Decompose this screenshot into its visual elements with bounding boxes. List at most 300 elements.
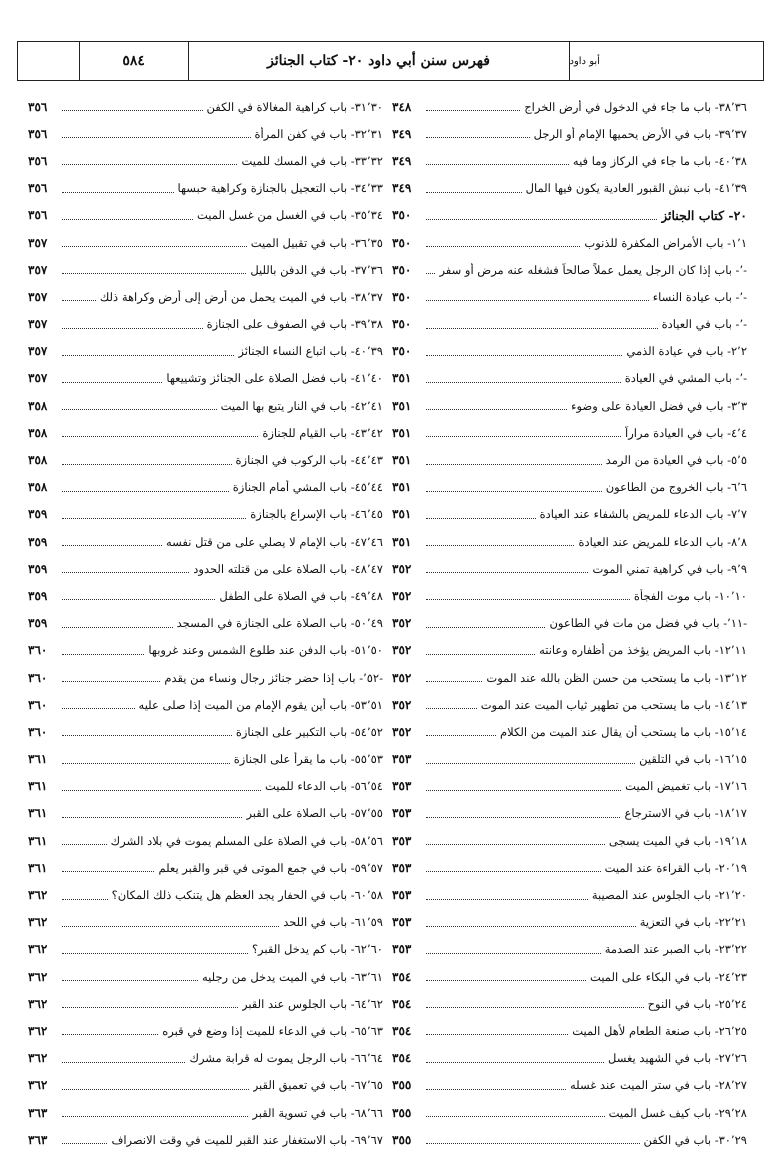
entry-page-number: ٣٤٨ (392, 99, 412, 114)
entry-page-number: ٣٥٧ (28, 317, 48, 332)
entry-title: ٥٨٬٥٦- باب في الصلاة على المسلم يموت في بلاد الشرك (110, 833, 383, 848)
index-entry (392, 365, 747, 392)
entry-title: ٥٤٬٥٢- باب التكبير على الجنازة (235, 724, 383, 739)
entry-title: ٤٢٬٤١- باب في النار يتبع بها الميت (220, 398, 383, 413)
entry-page-number: ٣٥٢ (392, 724, 412, 739)
index-entry (392, 773, 747, 800)
index-entry (392, 474, 747, 501)
index-entry (28, 800, 383, 827)
index-entry (28, 283, 383, 310)
dot-leader (62, 545, 162, 546)
entry-page-number: ٣٦١ (28, 752, 48, 767)
dot-leader (426, 273, 435, 274)
entry-page-number: ٣٥٧ (28, 262, 48, 277)
entry-title: -٬- باب إذا كان الرجل يعمل عملاً صالحاً فشغله عنه مرض أو سفر (439, 262, 747, 277)
index-entry (392, 1126, 747, 1153)
entry-title: ١٣٬١٢- باب ما يستحب من حسن الظن بالله عند الموت (486, 670, 747, 685)
dot-leader (62, 599, 215, 600)
dot-leader (426, 1143, 640, 1144)
index-entry (392, 555, 747, 582)
index-entry (28, 555, 383, 582)
entry-page-number: ٣٥٢ (392, 670, 412, 685)
entry-title: ٣٨٬٣٦- باب ما جاء في الدخول في أرض الخراج (524, 99, 747, 114)
entry-page-number: ٣٦٢ (28, 915, 48, 930)
index-entry (28, 446, 383, 473)
entry-page-number: ٣٥٩ (28, 534, 48, 549)
index-entry (28, 637, 383, 664)
dot-leader (426, 735, 496, 736)
entry-title: ٣٧٬٣٦- باب في الدفن بالليل (250, 262, 383, 277)
index-entry (392, 746, 747, 773)
entry-page-number: ٣٥٣ (392, 806, 412, 821)
dot-leader (62, 871, 154, 872)
index-entry (28, 474, 383, 501)
entry-page-number: ٣٥١ (392, 534, 412, 549)
dot-leader (62, 735, 232, 736)
dot-leader (426, 518, 536, 519)
dot-leader (62, 491, 229, 492)
entry-title: ٥٩٬٥٧- باب في جمع الموتى في قبر والقبر يعلم (158, 860, 383, 875)
dot-leader (426, 844, 605, 845)
entry-title: ١٨٬١٧- باب في الاسترجاع (624, 806, 747, 821)
dot-leader (426, 491, 602, 492)
entry-title: ٢٦٬٢٥- باب صنعة الطعام لأهل الميت (572, 1023, 747, 1038)
entry-title: ٦٧٬٦٥- باب في تعميق القبر (252, 1078, 383, 1093)
entry-title: ٣٥٬٣٤- باب في الغسل من غسل الميت (196, 208, 383, 223)
dot-leader (426, 219, 657, 220)
entry-page-number: ٣٥٧ (28, 235, 48, 250)
dot-leader (62, 572, 189, 573)
entry-title: ٦٦٬٦٤- باب الرجل يموت له قرابة مشرك (189, 1051, 383, 1066)
running-title: فهرس سنن أبي داود ٢٠- كتاب الجنائز (189, 42, 570, 80)
entry-title: ٤٬٤- باب في العيادة مراراً (625, 425, 747, 440)
dot-leader (426, 654, 535, 655)
entry-title: ١٥٬١٤- باب ما يستحب أن يقال عند الميت من الكلام (500, 724, 747, 739)
entry-page-number: ٣٥٩ (28, 561, 48, 576)
entry-title: ٦٩٬٦٧- باب الاستغفار عند القبر للميت في وقت الانصراف (111, 1132, 383, 1147)
entry-title: ٢٥٬٢٤- باب في النوح (647, 996, 747, 1011)
dot-leader (62, 273, 246, 274)
entry-title: ٢٢٬٢١- باب في التعزية (639, 915, 747, 930)
entry-title: ١٢٬١١- باب المريض يؤخذ من أظفاره وعانته (539, 643, 747, 658)
index-entry (392, 582, 747, 609)
dot-leader (426, 871, 601, 872)
entry-title: ٤٠٬٣٨- باب ما جاء في الركاز وما فيه (572, 153, 747, 168)
index-entry (28, 909, 383, 936)
dot-leader (426, 953, 601, 954)
page-number: ٥٨٤ (80, 42, 189, 80)
entry-page-number: ٣٥٣ (392, 833, 412, 848)
entry-title: ٦١٬٥٩- باب في اللحد (283, 915, 383, 930)
dot-leader (426, 763, 635, 764)
dot-leader (62, 219, 193, 220)
entry-title: ٦٬٦- باب الخروج من الطاعون (605, 480, 747, 495)
index-entry (28, 990, 383, 1017)
entry-title: ٤٧٬٤٦- باب الإمام لا يصلي على من قتل نفسه (166, 534, 383, 549)
entry-title: ٢٠- كتاب الجنائز (661, 207, 747, 223)
index-entry (28, 256, 383, 283)
dot-leader (426, 192, 522, 193)
index-entry (28, 229, 383, 256)
entry-page-number: ٣٥٢ (392, 561, 412, 576)
index-entry (28, 1126, 383, 1153)
index-entry (28, 691, 383, 718)
entry-title: ٣٦٬٣٥- باب في تقبيل الميت (250, 235, 383, 250)
entry-page-number: ٣٥٤ (392, 1023, 412, 1038)
dot-leader (426, 300, 649, 301)
index-entry (28, 311, 383, 338)
entry-page-number: ٣٥٣ (392, 942, 412, 957)
dot-leader (426, 1034, 568, 1035)
entry-page-number: ٣٦١ (28, 833, 48, 848)
entry-title: ٣٩٬٣٨- باب في الصفوف على الجنازة (206, 317, 383, 332)
entry-title: ٦٣٬٦١- باب في الميت يدخل من رجليه (202, 969, 383, 984)
dot-leader (426, 382, 621, 383)
index-entry (392, 229, 747, 256)
index-entry (392, 610, 747, 637)
entry-page-number: ٣٥٣ (392, 779, 412, 794)
dot-leader (426, 355, 622, 356)
index-entry (28, 664, 383, 691)
entry-title: ٢٬٢- باب في عيادة الذمي (626, 344, 747, 359)
entry-title: ٢٣٬٢٢- باب الصبر عند الصدمة (604, 942, 747, 957)
index-entry (392, 664, 747, 691)
entry-title: ١٦٬١٥- باب في التلقين (639, 752, 747, 767)
entry-title: ٤١٬٤٠- باب فضل الصلاة على الجنائز وتشييعها (166, 371, 383, 386)
index-entry (28, 202, 383, 229)
entry-title: ٦٠٬٥٨- باب في الحفار يجد العظم هل يتنكب ذلك المكان؟ (111, 888, 383, 903)
index-entry (28, 1099, 383, 1126)
dot-leader (426, 110, 520, 111)
entry-page-number: ٣٥٩ (28, 616, 48, 631)
entry-page-number: ٣٦٣ (28, 1105, 48, 1120)
entry-page-number: ٣٥٥ (392, 1078, 412, 1093)
index-entry (392, 283, 747, 310)
dot-leader (426, 137, 530, 138)
dot-leader (426, 464, 602, 465)
dot-leader (62, 654, 144, 655)
header-empty-cell (18, 42, 80, 80)
dot-leader (62, 1116, 248, 1117)
index-entry (392, 93, 747, 120)
dot-leader (426, 1116, 605, 1117)
entry-page-number: ٣٥٣ (392, 860, 412, 875)
index-entry (392, 827, 747, 854)
index-entry (392, 202, 747, 229)
entry-page-number: ٣٦٢ (28, 1051, 48, 1066)
entry-title: ٥٣٬٥١- باب أين يقوم الإمام من الميت إذا صلى عليه (138, 697, 383, 712)
entry-title: -٬٥٢- باب إذا حضر جنائز رجال ونساء من يقدم (164, 670, 383, 685)
entry-title: ١٧٬١٦- باب تغميض الميت (625, 779, 747, 794)
entry-title: ٦٥٬٦٣- باب في الدعاء للميت إذا وضع في قبره (162, 1023, 383, 1038)
index-entry (392, 936, 747, 963)
dot-leader (426, 246, 580, 247)
entry-page-number: ٣٥٤ (392, 1051, 412, 1066)
dot-leader (426, 790, 621, 791)
entry-page-number: ٣٦٣ (28, 1132, 48, 1147)
entry-title: ٤٠٬٣٩- باب اتباع النساء الجنائز (238, 344, 383, 359)
entry-page-number: ٣٤٩ (392, 181, 412, 196)
dot-leader (62, 110, 203, 111)
index-entry (28, 147, 383, 174)
entry-page-number: ٣٦١ (28, 806, 48, 821)
index-entry (28, 175, 383, 202)
dot-leader (426, 1062, 604, 1063)
index-entry (392, 311, 747, 338)
index-entry (392, 1099, 747, 1126)
index-entry (392, 637, 747, 664)
dot-leader (62, 409, 217, 410)
entry-title: ٥١٬٥٠- باب الدفن عند طلوع الشمس وعند غروبها (148, 643, 383, 658)
index-entry (28, 419, 383, 446)
index-entry (28, 773, 383, 800)
dot-leader (426, 817, 620, 818)
index-entry (28, 746, 383, 773)
entry-page-number: ٣٥١ (392, 480, 412, 495)
index-entry (28, 120, 383, 147)
entry-page-number: ٣٥٦ (28, 208, 48, 223)
index-entry (28, 582, 383, 609)
entry-page-number: ٣٦٢ (28, 996, 48, 1011)
dot-leader (62, 953, 248, 954)
entry-page-number: ٣٥٠ (392, 262, 412, 277)
index-entry (28, 936, 383, 963)
dot-leader (426, 926, 636, 927)
index-entry (392, 501, 747, 528)
index-entry (392, 1072, 747, 1099)
index-entry (392, 446, 747, 473)
dot-leader (62, 817, 242, 818)
dot-leader (426, 708, 477, 709)
entry-title: -٬- باب المشي في العيادة (624, 371, 747, 386)
entry-title: -٬- باب عيادة النساء (652, 289, 747, 304)
entry-title: ٤١٬٣٩- باب نبش القبور العادية يكون فيها المال (525, 181, 747, 196)
index-entry (392, 718, 747, 745)
index-entry (392, 1017, 747, 1044)
entry-title: ٣٩٬٣٧- باب في الأرض يحميها الإمام أو الرجل (533, 126, 747, 141)
dot-leader (62, 926, 279, 927)
index-entry (28, 827, 383, 854)
index-entry (28, 718, 383, 745)
entry-page-number: ٣٦٢ (28, 1078, 48, 1093)
entry-page-number: ٣٥٠ (392, 208, 412, 223)
entry-page-number: ٣٥٨ (28, 398, 48, 413)
entry-page-number: ٣٥٢ (392, 697, 412, 712)
entry-page-number: ٣٥٠ (392, 317, 412, 332)
entry-title: ١٩٬١٨- باب في الميت يسجى (608, 833, 747, 848)
dot-leader (426, 599, 630, 600)
dot-leader (426, 545, 574, 546)
entry-page-number: ٣٥٢ (392, 616, 412, 631)
entry-title: ٤٥٬٤٤- باب المشي أمام الجنازة (232, 480, 383, 495)
entry-page-number: ٣٥٦ (28, 99, 48, 114)
entry-page-number: ٣٦٠ (28, 697, 48, 712)
entry-page-number: ٣٦١ (28, 860, 48, 875)
entry-page-number: ٣٥٨ (28, 480, 48, 495)
dot-leader (62, 300, 96, 301)
index-entry (392, 419, 747, 446)
index-entry (392, 528, 747, 555)
dot-leader (62, 1089, 249, 1090)
dot-leader (426, 328, 658, 329)
dot-leader (62, 328, 203, 329)
entry-page-number: ٣٤٩ (392, 153, 412, 168)
entry-title: ٢١٬٢٠- باب الجلوس عند المصيبة (591, 888, 747, 903)
entry-title: ١٤٬١٣- باب ما يستحب من تطهير ثياب الميت عند الموت (480, 697, 747, 712)
index-entry (28, 392, 383, 419)
entry-title: ٢٤٬٢٣- باب في البكاء على الميت (590, 969, 747, 984)
index-entry (28, 1017, 383, 1044)
entry-title: ٥٬٥- باب في العيادة من الرمد (605, 453, 747, 468)
dot-leader (62, 518, 246, 519)
dot-leader (62, 681, 160, 682)
index-entry (28, 610, 383, 637)
entry-title: ٤٣٬٤٢- باب القيام للجنازة (262, 425, 383, 440)
index-entry (392, 691, 747, 718)
index-entry (28, 528, 383, 555)
entry-page-number: ٣٥٨ (28, 425, 48, 440)
entry-page-number: ٣٥١ (392, 425, 412, 440)
entry-page-number: ٣٥٥ (392, 1132, 412, 1147)
entry-page-number: ٣٥١ (392, 398, 412, 413)
entry-title: ٢٠٬١٩- باب القراءة عند الميت (604, 860, 747, 875)
dot-leader (426, 1089, 566, 1090)
entry-page-number: ٣٥٩ (28, 507, 48, 522)
entry-page-number: ٣٥٢ (392, 588, 412, 603)
index-entry (28, 1045, 383, 1072)
entry-title: ٢٨٬٢٧- باب في ستر الميت عند غسله (570, 1078, 747, 1093)
entry-title: ٥٧٬٥٥- باب الصلاة على القبر (246, 806, 383, 821)
entry-title: -٬١١- باب في فضل من مات في الطاعون (549, 616, 747, 631)
index-column-left (28, 93, 383, 1153)
index-entry (28, 93, 383, 120)
entry-title: ٦٨٬٦٦- باب في تسوية القبر (252, 1105, 383, 1120)
entry-title: ٢٧٬٢٦- باب في الشهيد يغسل (608, 1051, 747, 1066)
entry-page-number: ٣٥٦ (28, 153, 48, 168)
dot-leader (426, 627, 545, 628)
entry-page-number: ٣٥٦ (28, 181, 48, 196)
index-entry (392, 120, 747, 147)
index-entry (28, 365, 383, 392)
index-entry (28, 501, 383, 528)
entry-page-number: ٣٥٤ (392, 996, 412, 1011)
entry-title: ٤٦٬٤٥- باب الإسراع بالجنازة (250, 507, 383, 522)
dot-leader (62, 708, 135, 709)
dot-leader (62, 436, 258, 437)
entry-title: ٨٬٨- باب الدعاء للمريض عند العيادة (578, 534, 747, 549)
index-entry (392, 800, 747, 827)
entry-page-number: ٣٦٢ (28, 888, 48, 903)
index-entry (392, 990, 747, 1017)
index-entry (392, 881, 747, 908)
entry-page-number: ٣٦٢ (28, 1023, 48, 1038)
index-entry (28, 854, 383, 881)
dot-leader (62, 137, 251, 138)
dot-leader (62, 1034, 158, 1035)
dot-leader (62, 1143, 107, 1144)
entry-page-number: ٣٥٥ (392, 1105, 412, 1120)
entry-title: ٥٦٬٥٤- باب الدعاء للميت (265, 779, 383, 794)
dot-leader (426, 899, 588, 900)
index-entry (392, 1045, 747, 1072)
entry-page-number: ٣٥٦ (28, 126, 48, 141)
entry-page-number: ٣٥٧ (28, 371, 48, 386)
entry-page-number: ٣٥١ (392, 453, 412, 468)
entry-page-number: ٣٥٣ (392, 915, 412, 930)
entry-page-number: ٣٥٠ (392, 289, 412, 304)
dot-leader (62, 844, 107, 845)
entry-title: ٦٢٬٦٠- باب كم يدخل القبر؟ (251, 942, 383, 957)
entry-title: ٦٤٬٦٢- باب الجلوس عند القبر (241, 996, 383, 1011)
entry-title: ٤٤٬٤٣- باب الركوب في الجنازة (235, 453, 383, 468)
entry-page-number: ٣٥٧ (28, 344, 48, 359)
entry-page-number: ٣٥١ (392, 507, 412, 522)
dot-leader (62, 382, 162, 383)
entry-page-number: ٣٥٤ (392, 969, 412, 984)
index-entry (28, 963, 383, 990)
entry-page-number: ٣٥٣ (392, 752, 412, 767)
index-entry (28, 881, 383, 908)
entry-page-number: ٣٥١ (392, 371, 412, 386)
index-entry (392, 963, 747, 990)
entry-title: -٬- باب في العيادة (661, 317, 747, 332)
entry-title: ٣٬٣- باب في فضل العيادة على وضوء (571, 398, 747, 413)
dot-leader (426, 409, 567, 410)
dot-leader (62, 192, 174, 193)
page-header (17, 41, 764, 81)
entry-page-number: ٣٥٠ (392, 235, 412, 250)
index-entry (28, 1072, 383, 1099)
entry-title: ٣٣٬٣٢- باب في المسك للميت (241, 153, 383, 168)
author-label: أبو داود (569, 55, 600, 67)
entry-title: ٣٠٬٢٩- باب في الكفن (643, 1132, 747, 1147)
entry-title: ٢٩٬٢٨- باب كيف غسل الميت (608, 1105, 747, 1120)
dot-leader (62, 355, 234, 356)
dot-leader (62, 164, 237, 165)
dot-leader (62, 980, 198, 981)
entry-title: ٣٤٬٣٣- باب التعجيل بالجنازة وكراهية حبسها (177, 181, 383, 196)
entry-title: ٣١٬٣٠- باب كراهية المغالاة في الكفن (206, 99, 383, 114)
index-entry (392, 854, 747, 881)
dot-leader (62, 627, 173, 628)
entry-page-number: ٣٥٧ (28, 289, 48, 304)
entry-page-number: ٣٥٩ (28, 588, 48, 603)
dot-leader (62, 246, 247, 247)
dot-leader (62, 1007, 238, 1008)
dot-leader (426, 980, 586, 981)
index-column-right (392, 93, 747, 1153)
entry-title: ١٠٬١٠- باب موت الفجأة (633, 588, 747, 603)
entry-page-number: ٣٥٣ (392, 888, 412, 903)
dot-leader (426, 164, 569, 165)
entry-title: ٩٬٩- باب في كراهية تمني الموت (592, 561, 747, 576)
entry-page-number: ٣٥٨ (28, 453, 48, 468)
entry-title: ٤٩٬٤٨- باب في الصلاة على الطفل (219, 588, 383, 603)
entry-page-number: ٣٦٠ (28, 724, 48, 739)
entry-title: ٥٥٬٥٣- باب ما يقرأ على الجنازة (233, 752, 383, 767)
dot-leader (62, 899, 108, 900)
entry-page-number: ٣٥٠ (392, 344, 412, 359)
dot-leader (62, 464, 232, 465)
entry-page-number: ٣٦١ (28, 779, 48, 794)
dot-leader (426, 681, 482, 682)
index-entry (392, 909, 747, 936)
dot-leader (62, 790, 261, 791)
entry-page-number: ٣٥٢ (392, 643, 412, 658)
dot-leader (426, 572, 588, 573)
entry-title: ٧٬٧- باب الدعاء للمريض بالشفاء عند العيادة (539, 507, 747, 522)
index-entry (392, 175, 747, 202)
